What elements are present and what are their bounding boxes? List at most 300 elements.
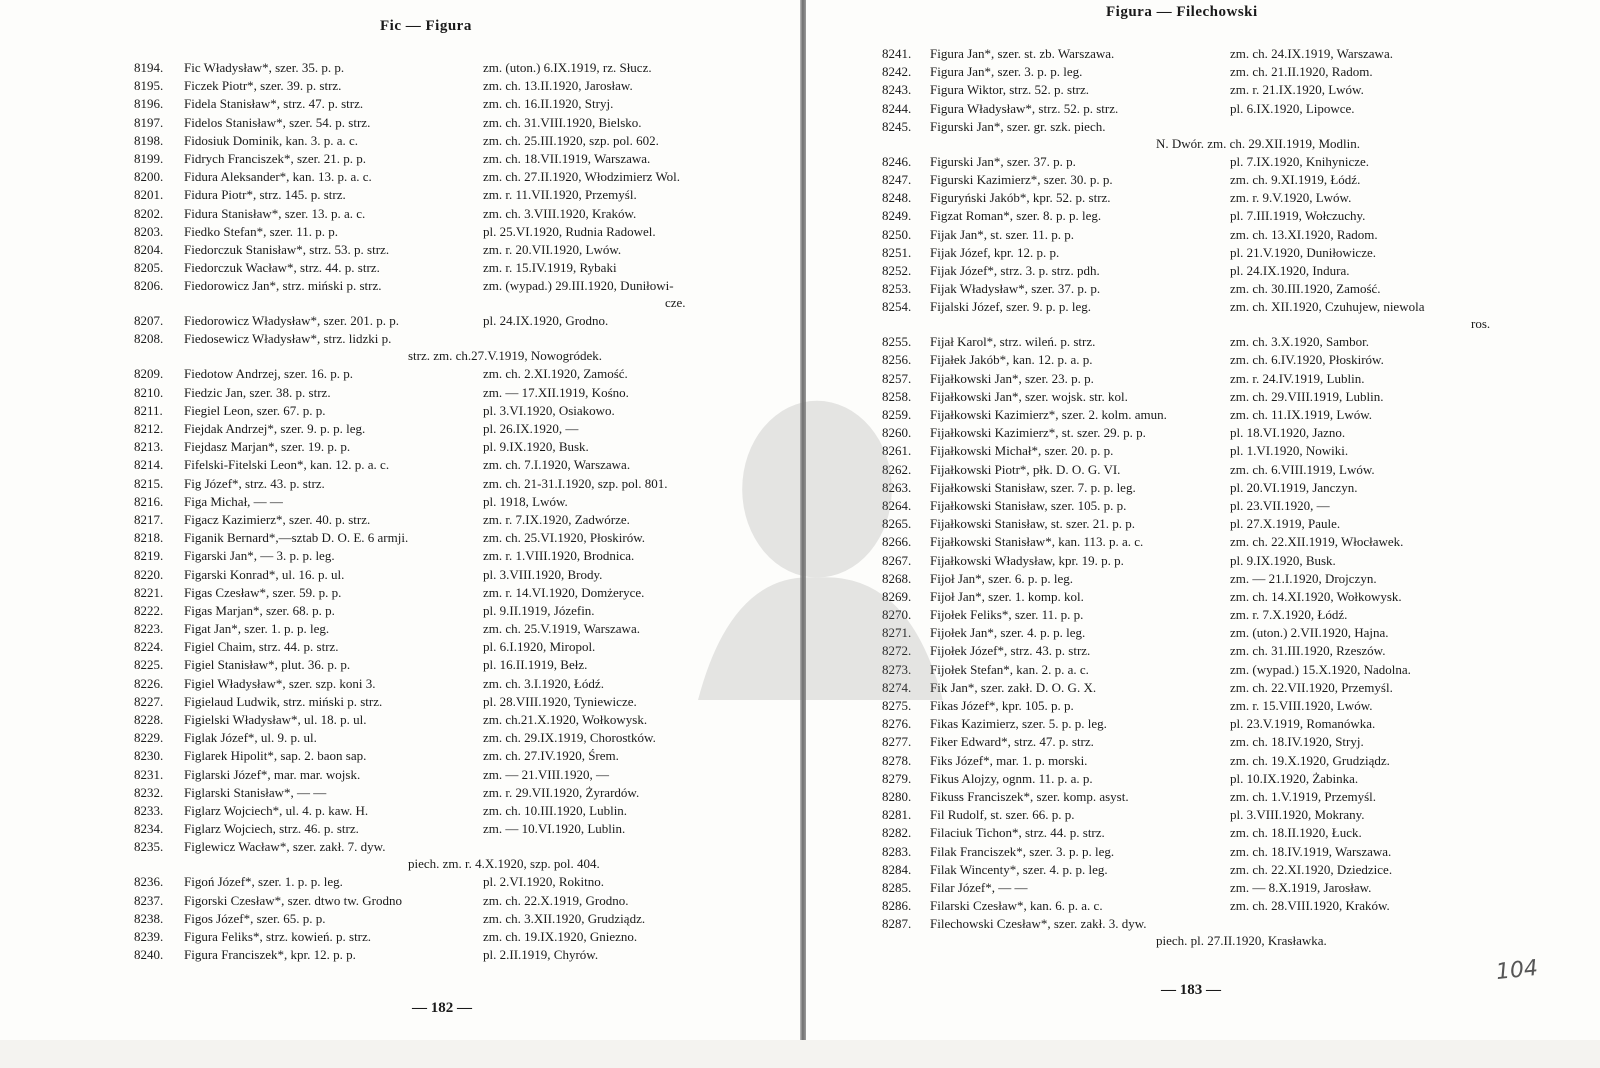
entry-number: 8260. bbox=[882, 425, 912, 441]
entry-name: Figura Jan*, szer. 3. p. p. leg. bbox=[930, 64, 1083, 80]
entry-name: Fig Józef*, strz. 43. p. strz. bbox=[184, 475, 325, 491]
entry-fate: zm. ch. 13.XI.1920, Radom. bbox=[1230, 226, 1378, 242]
entry-number: 8207. bbox=[134, 313, 164, 329]
entry-number: 8226. bbox=[134, 675, 164, 691]
entry-number: 8220. bbox=[134, 566, 164, 582]
entry-number: 8272. bbox=[882, 643, 912, 659]
list-item bbox=[0, 621, 800, 639]
list-item bbox=[0, 712, 800, 730]
entry-name: Figlarski Józef*, mar. mar. wojsk. bbox=[184, 766, 361, 782]
entry-number: 8239. bbox=[134, 928, 164, 944]
entry-number: 8259. bbox=[882, 407, 912, 422]
list-item bbox=[806, 789, 1600, 807]
entry-fate: zm. ch. 31.III.1920, Rzeszów. bbox=[1230, 643, 1386, 659]
entry-name: Fikuss Franciszek*, szer. komp. asyst. bbox=[930, 788, 1129, 804]
entry-name: Fijałkowski Stanisław, szer. 105. p. p. bbox=[930, 497, 1127, 513]
entry-fate: zm. ch. 19.X.1920, Grudziądz. bbox=[1230, 752, 1390, 768]
entry-number: 8246. bbox=[882, 153, 912, 169]
entry-number: 8268. bbox=[882, 570, 912, 586]
list-item bbox=[806, 534, 1600, 552]
entry-name: Fiejdak Andrzej*, szer. 9. p. p. leg. bbox=[184, 421, 366, 436]
entry-number: 8278. bbox=[882, 752, 912, 768]
entry-number: 8195. bbox=[134, 78, 164, 94]
entry-name: Fiedorczuk Wacław*, strz. 44. p. strz. bbox=[184, 260, 380, 276]
running-head: Fic — Figura bbox=[380, 18, 472, 34]
entry-name: Fijałkowski Michał*, szer. 20. p. p. bbox=[930, 443, 1114, 459]
entry-number: 8221. bbox=[134, 584, 164, 600]
entry-name: Figas Marjan*, szer. 68. p. p. bbox=[184, 602, 335, 618]
entry-fate: zm. ch. 25.VI.1920, Płoskirów. bbox=[483, 530, 646, 546]
entry-number: 8211. bbox=[134, 402, 163, 418]
entry-fate: zm. (uton.) 6.IX.1919, rz. Słucz. bbox=[483, 60, 652, 75]
entry-fate: zm. — 17.XII.1919, Kośno. bbox=[483, 384, 629, 400]
entry-number: 8258. bbox=[882, 388, 912, 404]
list-item bbox=[0, 260, 800, 278]
page-number: — 182 — bbox=[412, 1000, 472, 1016]
entry-fate: zm. r. 9.V.1920, Lwów. bbox=[1230, 190, 1352, 206]
entry-fate: zm. ch. 11.IX.1919, Lwów. bbox=[1230, 407, 1373, 422]
list-item bbox=[806, 172, 1600, 190]
entry-fate: pl. 3.VI.1920, Osiakowo. bbox=[483, 402, 615, 418]
entry-fate: zm. ch. 3.X.1920, Sambor. bbox=[1230, 334, 1370, 350]
entry-fate: zm. ch. 13.II.1920, Jarosław. bbox=[483, 78, 633, 94]
entry-number: 8261. bbox=[882, 443, 912, 459]
entry-name: Figiel Władysław*, szer. szp. koni 3. bbox=[184, 675, 376, 691]
list-item bbox=[0, 421, 800, 439]
list-item bbox=[0, 893, 800, 911]
entry-number: 8228. bbox=[134, 712, 164, 727]
list-item bbox=[0, 278, 800, 313]
entry-fate: zm. r. 14.VI.1920, Domżeryce. bbox=[483, 584, 645, 600]
entry-number: 8209. bbox=[134, 366, 164, 382]
entry-number: 8213. bbox=[134, 439, 164, 455]
entry-number: 8242. bbox=[882, 64, 912, 80]
list-item bbox=[0, 748, 800, 766]
entry-name: Fijołek Józef*, strz. 43. p. strz. bbox=[930, 643, 1091, 659]
entry-name: Figurski Jan*, szer. gr. szk. piech. bbox=[930, 118, 1106, 134]
entry-name: Fijałkowski Stanisław, st. szer. 21. p. p. bbox=[930, 516, 1135, 532]
entry-name: Fijałkowski Stanisław*, kan. 113. p. a. c. bbox=[930, 534, 1144, 550]
entry-fate: zm. r. 11.VII.1920, Przemyśl. bbox=[483, 187, 637, 203]
entry-name: Figlarz Wojciech*, ul. 4. p. kaw. H. bbox=[184, 802, 369, 818]
entry-number: 8269. bbox=[882, 588, 912, 604]
entry-name: Figura Wiktor, strz. 52. p. strz. bbox=[930, 82, 1090, 98]
entry-name: Fijałkowski Stanisław, szer. 7. p. p. leg. bbox=[930, 479, 1136, 495]
entry-number: 8204. bbox=[134, 241, 164, 257]
entry-number: 8199. bbox=[134, 150, 164, 166]
entry-fate: pl. 6.I.1920, Miropol. bbox=[483, 639, 596, 655]
entry-name: Figlarski Stanisław*, — — bbox=[184, 784, 327, 800]
entry-name: Figura Jan*, szer. st. zb. Warszawa. bbox=[930, 46, 1115, 61]
entry-number: 8262. bbox=[882, 461, 912, 477]
entry-number: 8271. bbox=[882, 625, 912, 641]
entry-number: 8276. bbox=[882, 716, 912, 732]
entry-number: 8270. bbox=[882, 607, 912, 623]
entry-name: Fic Władysław*, szer. 35. p. p. bbox=[184, 60, 345, 75]
right-page bbox=[806, 0, 1600, 1040]
entry-number: 8250. bbox=[882, 226, 912, 242]
entry-number: 8218. bbox=[134, 530, 164, 546]
entry-number: 8238. bbox=[134, 910, 164, 926]
list-item bbox=[806, 716, 1600, 734]
entry-name: Ficzek Piotr*, szer. 39. p. strz. bbox=[184, 78, 342, 94]
entry-name: Figura Franciszek*, kpr. 12. p. p. bbox=[184, 947, 356, 963]
entry-name: Fijoł Jan*, szer. 6. p. p. leg. bbox=[930, 570, 1073, 586]
entry-name: Figlarek Hipolit*, sap. 2. baon sap. bbox=[184, 748, 367, 764]
entry-number: 8212. bbox=[134, 421, 164, 436]
entry-fate: pl. 21.V.1920, Duniłowicze. bbox=[1230, 244, 1376, 260]
entry-number: 8264. bbox=[882, 497, 912, 513]
entry-name: Fijałkowski Kazimierz*, szer. 2. kolm. amun. bbox=[930, 407, 1167, 422]
entry-number: 8208. bbox=[134, 331, 164, 347]
entry-number: 8223. bbox=[134, 621, 164, 637]
entry-name: Fiedorowicz Jan*, strz. miński p. strz. bbox=[184, 278, 382, 294]
list-item bbox=[806, 734, 1600, 752]
entry-fate: pl. 25.VI.1920, Rudnia Radowel. bbox=[483, 223, 656, 239]
entry-name: Fiedosewicz Władysław*, strz. lidzki p. bbox=[184, 331, 392, 347]
entry-fate: zm. r. 29.VII.1920, Żyrardów. bbox=[483, 784, 640, 800]
entry-fate: zm. r. 7.X.1920, Łódź. bbox=[1230, 607, 1348, 623]
entry-list bbox=[0, 60, 800, 965]
list-item bbox=[0, 403, 800, 421]
left-page bbox=[0, 0, 800, 1040]
entry-name: Fidura Aleksander*, kan. 13. p. a. c. bbox=[184, 169, 372, 185]
entry-name: Figarski Jan*, — 3. p. p. leg. bbox=[184, 548, 335, 564]
entry-name: Figlewicz Wacław*, szer. zakł. 7. dyw. bbox=[184, 839, 386, 855]
entry-fate: zm. ch. 22.XI.1920, Dziedzice. bbox=[1230, 861, 1393, 877]
entry-fate: zm. ch.21.X.1920, Wołkowysk. bbox=[483, 712, 648, 727]
entry-number: 8275. bbox=[882, 698, 912, 713]
entry-number: 8274. bbox=[882, 679, 912, 695]
entry-fate: pl. 10.IX.1920, Żabinka. bbox=[1230, 770, 1359, 786]
entry-name: Fijak Jan*, st. szer. 11. p. p. bbox=[930, 226, 1074, 242]
list-item bbox=[806, 862, 1600, 880]
list-item bbox=[0, 730, 800, 748]
entry-fate: zm. ch. 25.III.1920, szp. pol. 602. bbox=[483, 132, 659, 148]
entry-name: Figanik Bernard*,—sztab D. O. E. 6 armji. bbox=[184, 530, 409, 546]
entry-fate: pl. 2.VI.1920, Rokitno. bbox=[483, 874, 604, 890]
entry-fate: zm. — 10.VI.1920, Lublin. bbox=[483, 821, 626, 837]
list-item bbox=[0, 821, 800, 839]
entry-number: 8244. bbox=[882, 100, 912, 116]
entry-number: 8231. bbox=[134, 766, 164, 782]
list-item bbox=[0, 78, 800, 96]
entry-fate: zm. ch. 21.II.1920, Radom. bbox=[1230, 64, 1373, 80]
scan-margin bbox=[0, 1040, 1600, 1068]
entry-number: 8266. bbox=[882, 534, 912, 550]
list-item bbox=[0, 767, 800, 785]
entry-name: Fidura Piotr*, strz. 145. p. strz. bbox=[184, 187, 346, 203]
entry-fate: pl. 6.IX.1920, Lipowce. bbox=[1230, 100, 1355, 116]
list-item bbox=[0, 366, 800, 384]
entry-name: Figura Feliks*, strz. kowień. p. strz. bbox=[184, 928, 372, 944]
entry-name: Figielaud Ludwik, strz. miński p. strz. bbox=[184, 693, 383, 709]
list-item bbox=[0, 169, 800, 187]
entry-number: 8224. bbox=[134, 639, 164, 655]
entry-fate: zm. ch. 21-31.I.1920, szp. pol. 801. bbox=[483, 475, 668, 491]
entry-fate: zm. ch. 3.XII.1920, Grudziądz. bbox=[483, 910, 646, 926]
entry-name: Fijał Karol*, strz. wileń. p. strz. bbox=[930, 334, 1096, 350]
entry-fate: pl. 26.IX.1920, — bbox=[483, 421, 579, 436]
list-item bbox=[0, 639, 800, 657]
entry-continuation: cze. bbox=[665, 295, 686, 311]
list-item bbox=[0, 187, 800, 205]
list-item bbox=[806, 245, 1600, 263]
entry-name: Fiks Józef*, mar. 1. p. morski. bbox=[930, 752, 1088, 768]
list-item bbox=[806, 643, 1600, 661]
entry-fate: zm. ch. 14.XI.1920, Wołkowysk. bbox=[1230, 588, 1402, 604]
entry-name: Fiedko Stefan*, szer. 11. p. p. bbox=[184, 223, 339, 239]
entry-fate: zm. ch. 28.VIII.1920, Kraków. bbox=[1230, 898, 1390, 914]
entry-name: Fijałkowski Jan*, szer. 23. p. p. bbox=[930, 370, 1094, 386]
entry-name: Fifelski-Fitelski Leon*, kan. 12. p. a. c. bbox=[184, 457, 390, 473]
list-item bbox=[0, 803, 800, 821]
list-item bbox=[0, 603, 800, 621]
entry-fate: pl. 18.VI.1920, Jazno. bbox=[1230, 425, 1346, 441]
list-item bbox=[806, 425, 1600, 443]
entry-continuation: N. Dwór. zm. ch. 29.XII.1919, Modlin. bbox=[1156, 135, 1361, 151]
list-item bbox=[0, 151, 800, 169]
entry-name: Figas Czesław*, szer. 59. p. p. bbox=[184, 584, 342, 600]
list-item bbox=[806, 916, 1600, 951]
list-item bbox=[0, 313, 800, 331]
entry-name: Figuryński Jakób*, kpr. 52. p. strz. bbox=[930, 190, 1111, 206]
entry-fate: pl. 7.III.1919, Wołczuchy. bbox=[1230, 208, 1366, 224]
entry-number: 8237. bbox=[134, 892, 164, 908]
entry-fate: zm. ch. 3.VIII.1920, Kraków. bbox=[483, 205, 637, 221]
entry-name: Fijałkowski Kazimierz*, st. szer. 29. p. p. bbox=[930, 425, 1146, 441]
entry-number: 8201. bbox=[134, 187, 164, 203]
entry-number: 8245. bbox=[882, 118, 912, 134]
entry-number: 8230. bbox=[134, 748, 164, 764]
list-item bbox=[0, 929, 800, 947]
list-item bbox=[0, 60, 800, 78]
list-item bbox=[806, 64, 1600, 82]
list-item bbox=[0, 385, 800, 403]
entry-number: 8217. bbox=[134, 511, 164, 527]
entry-fate: zm. ch. 6.VIII.1919, Lwów. bbox=[1230, 461, 1375, 477]
list-item bbox=[0, 331, 800, 366]
list-item bbox=[806, 844, 1600, 862]
entry-name: Fidela Stanisław*, strz. 47. p. strz. bbox=[184, 96, 364, 112]
entry-name: Fijałkowski Jan*, szer. wojsk. str. kol. bbox=[930, 388, 1128, 404]
entry-name: Fijak Józef*, strz. 3. p. strz. pdh. bbox=[930, 262, 1100, 278]
entry-name: Fijałek Jakób*, kan. 12. p. a. p. bbox=[930, 352, 1093, 368]
entry-fate: pl. 3.VIII.1920, Brody. bbox=[483, 566, 603, 582]
entry-fate: zm. ch. 10.III.1920, Lublin. bbox=[483, 802, 628, 818]
entry-number: 8255. bbox=[882, 334, 912, 350]
list-item bbox=[806, 119, 1600, 154]
entry-number: 8282. bbox=[882, 825, 912, 841]
entry-name: Figiel Stanisław*, plut. 36. p. p. bbox=[184, 657, 351, 673]
list-item bbox=[0, 206, 800, 224]
list-item bbox=[806, 371, 1600, 389]
entry-fate: zm. r. 24.IV.1919, Lublin. bbox=[1230, 370, 1365, 386]
entry-fate: pl. 9.IX.1920, Busk. bbox=[483, 439, 589, 455]
list-item bbox=[0, 512, 800, 530]
list-item bbox=[0, 457, 800, 475]
entry-number: 8283. bbox=[882, 843, 912, 859]
entry-name: Figos Józef*, szer. 65. p. p. bbox=[184, 910, 326, 926]
entry-number: 8249. bbox=[882, 208, 912, 224]
entry-name: Filarski Czesław*, kan. 6. p. a. c. bbox=[930, 898, 1103, 914]
entry-name: Fijałkowski Władysław, kpr. 19. p. p. bbox=[930, 552, 1124, 568]
entry-number: 8287. bbox=[882, 916, 912, 932]
entry-number: 8256. bbox=[882, 352, 912, 368]
entry-fate: zm. r. 7.IX.1920, Zadwórze. bbox=[483, 511, 630, 527]
entry-fate: pl. 3.VIII.1920, Mokrany. bbox=[1230, 807, 1365, 823]
list-item bbox=[0, 676, 800, 694]
entry-name: Fidelos Stanisław*, szer. 54. p. strz. bbox=[184, 114, 371, 130]
list-item bbox=[806, 334, 1600, 352]
entry-number: 8232. bbox=[134, 784, 164, 800]
entry-number: 8205. bbox=[134, 260, 164, 276]
entry-name: Figarski Konrad*, ul. 16. p. ul. bbox=[184, 566, 345, 582]
list-item bbox=[806, 898, 1600, 916]
entry-number: 8233. bbox=[134, 802, 164, 818]
entry-number: 8196. bbox=[134, 96, 164, 112]
entry-number: 8225. bbox=[134, 657, 164, 673]
entry-fate: zm. r. 15.IV.1919, Rybaki bbox=[483, 260, 617, 276]
entry-name: Fidosiuk Dominik, kan. 3. p. a. c. bbox=[184, 132, 359, 148]
entry-name: Figorski Czesław*, szer. dtwo tw. Grodno bbox=[184, 892, 402, 908]
entry-number: 8257. bbox=[882, 370, 912, 386]
entry-fate: zm. r. 21.IX.1920, Lwów. bbox=[1230, 82, 1364, 98]
entry-fate: zm. ch. 18.II.1920, Łuck. bbox=[1230, 825, 1362, 841]
entry-name: Figzat Roman*, szer. 8. p. p. leg. bbox=[930, 208, 1102, 224]
entry-name: Fiedzic Jan, szer. 38. p. strz. bbox=[184, 384, 331, 400]
entry-name: Figlarz Wojciech, strz. 46. p. strz. bbox=[184, 821, 359, 837]
entry-number: 8248. bbox=[882, 190, 912, 206]
entry-fate: zm. (wypad.) 29.III.1920, Duniłowi- bbox=[483, 278, 674, 294]
entry-fate: pl. 28.VIII.1920, Tyniewicze. bbox=[483, 693, 637, 709]
list-item bbox=[0, 133, 800, 151]
entry-name: Fijołek Stefan*, kan. 2. p. a. c. bbox=[930, 661, 1089, 677]
entry-name: Fijak Władysław*, szer. 37. p. p. bbox=[930, 281, 1101, 297]
entry-number: 8219. bbox=[134, 548, 164, 564]
entry-fate: zm. ch. 22.XII.1919, Włocławek. bbox=[1230, 534, 1404, 550]
entry-name: Filaciuk Tichon*, strz. 44. p. strz. bbox=[930, 825, 1105, 841]
list-item bbox=[806, 154, 1600, 172]
list-item bbox=[0, 530, 800, 548]
entry-fate: zm. ch. 31.VIII.1920, Bielsko. bbox=[483, 114, 642, 130]
entry-fate: zm. ch. 16.II.1920, Stryj. bbox=[483, 96, 614, 112]
list-item bbox=[806, 281, 1600, 299]
entry-fate: zm. (uton.) 2.VII.1920, Hajna. bbox=[1230, 625, 1389, 641]
entry-fate: zm. ch. 18.IV.1920, Stryj. bbox=[1230, 734, 1364, 750]
list-item bbox=[0, 548, 800, 566]
handwritten-note: 104 bbox=[1494, 955, 1540, 986]
entry-name: Fijałkowski Piotr*, płk. D. O. G. VI. bbox=[930, 461, 1121, 477]
entry-number: 8281. bbox=[882, 807, 912, 823]
entry-name: Fijołek Feliks*, szer. 11. p. p. bbox=[930, 607, 1084, 623]
entry-number: 8206. bbox=[134, 278, 164, 294]
list-item bbox=[806, 807, 1600, 825]
list-item bbox=[0, 839, 800, 874]
list-item bbox=[0, 96, 800, 114]
list-item bbox=[806, 607, 1600, 625]
entry-name: Fiedorczuk Stanisław*, strz. 53. p. strz. bbox=[184, 241, 390, 257]
list-item bbox=[806, 825, 1600, 843]
list-item bbox=[0, 476, 800, 494]
entry-name: Fikus Alojzy, ognm. 11. p. a. p. bbox=[930, 770, 1093, 786]
entry-number: 8284. bbox=[882, 861, 912, 877]
list-item bbox=[0, 694, 800, 712]
entry-number: 8251. bbox=[882, 244, 912, 260]
list-item bbox=[806, 771, 1600, 789]
entry-fate: pl. 20.VI.1919, Janczyn. bbox=[1230, 479, 1358, 495]
entry-fate: zm. ch. 29.VIII.1919, Lublin. bbox=[1230, 388, 1384, 404]
entry-continuation: strz. zm. ch.27.V.1919, Nowogródek. bbox=[408, 348, 603, 364]
entry-name: Fijak Józef, kpr. 12. p. p. bbox=[930, 244, 1060, 260]
entry-fate: zm. — 21.I.1920, Drojczyn. bbox=[1230, 570, 1377, 586]
entry-fate: pl. 7.IX.1920, Knihynicze. bbox=[1230, 153, 1370, 169]
list-item bbox=[806, 480, 1600, 498]
entry-fate: pl. 27.X.1919, Paule. bbox=[1230, 516, 1341, 532]
entry-name: Fijalski Józef, szer. 9. p. p. leg. bbox=[930, 299, 1092, 315]
list-item bbox=[0, 874, 800, 892]
entry-fate: zm. ch. 22.X.1919, Grodno. bbox=[483, 892, 629, 908]
entry-name: Figura Władysław*, strz. 52. p. strz. bbox=[930, 100, 1119, 116]
entry-fate: pl. 1918, Lwów. bbox=[483, 493, 568, 509]
entry-fate: zm. ch. 27.II.1920, Włodzimierz Wol. bbox=[483, 169, 681, 185]
entry-number: 8235. bbox=[134, 839, 164, 855]
entry-fate: zm. ch. 18.VII.1919, Warszawa. bbox=[483, 150, 651, 166]
entry-name: Figacz Kazimierz*, szer. 40. p. strz. bbox=[184, 511, 371, 527]
entry-fate: zm. (wypad.) 15.X.1920, Nadolna. bbox=[1230, 661, 1411, 677]
entry-fate: zm. ch. 24.IX.1919, Warszawa. bbox=[1230, 46, 1393, 61]
entry-name: Fiedorowicz Władysław*, szer. 201. p. p. bbox=[184, 313, 399, 329]
list-item bbox=[806, 462, 1600, 480]
list-item bbox=[806, 498, 1600, 516]
entry-name: Figoń Józef*, szer. 1. p. p. leg. bbox=[184, 874, 343, 890]
entry-fate: zm. ch. 19.IX.1920, Gniezno. bbox=[483, 928, 638, 944]
entry-number: 8198. bbox=[134, 132, 164, 148]
entry-fate: zm. ch. 22.VII.1920, Przemyśl. bbox=[1230, 679, 1393, 695]
entry-number: 8277. bbox=[882, 734, 912, 750]
list-item bbox=[806, 698, 1600, 716]
entry-fate: pl. 16.II.1919, Bełz. bbox=[483, 657, 588, 673]
entry-number: 8200. bbox=[134, 169, 164, 185]
entry-number: 8236. bbox=[134, 874, 164, 890]
list-item bbox=[806, 46, 1600, 64]
entry-name: Fijoł Jan*, szer. 1. komp. kol. bbox=[930, 588, 1084, 604]
list-item bbox=[0, 439, 800, 457]
list-item bbox=[0, 911, 800, 929]
entry-fate: pl. 2.II.1919, Chyrów. bbox=[483, 947, 599, 963]
list-item bbox=[806, 589, 1600, 607]
entry-fate: zm. r. 1.VIII.1920, Brodnica. bbox=[483, 548, 635, 564]
list-item bbox=[0, 494, 800, 512]
entry-fate: zm. ch. 29.IX.1919, Chorostków. bbox=[483, 730, 656, 746]
list-item bbox=[0, 657, 800, 675]
entry-fate: zm. ch. XII.1920, Czuhujew, niewola bbox=[1230, 299, 1425, 315]
entry-name: Fikas Józef*, kpr. 105. p. p. bbox=[930, 698, 1074, 713]
list-item bbox=[806, 625, 1600, 643]
entry-number: 8273. bbox=[882, 661, 912, 677]
entry-name: Fiker Edward*, strz. 47. p. strz. bbox=[930, 734, 1094, 750]
list-item bbox=[0, 224, 800, 242]
entry-name: Filechowski Czesław*, szer. zakł. 3. dyw. bbox=[930, 916, 1147, 932]
entry-fate: zm. ch. 9.XI.1919, Łódź. bbox=[1230, 171, 1361, 187]
entry-number: 8241. bbox=[882, 46, 912, 61]
list-item bbox=[806, 227, 1600, 245]
entry-fate: zm. r. 20.VII.1920, Lwów. bbox=[483, 241, 622, 257]
entry-number: 8216. bbox=[134, 493, 164, 509]
entry-number: 8243. bbox=[882, 82, 912, 98]
entry-list bbox=[806, 46, 1600, 951]
entry-name: Figat Jan*, szer. 1. p. p. leg. bbox=[184, 621, 330, 637]
